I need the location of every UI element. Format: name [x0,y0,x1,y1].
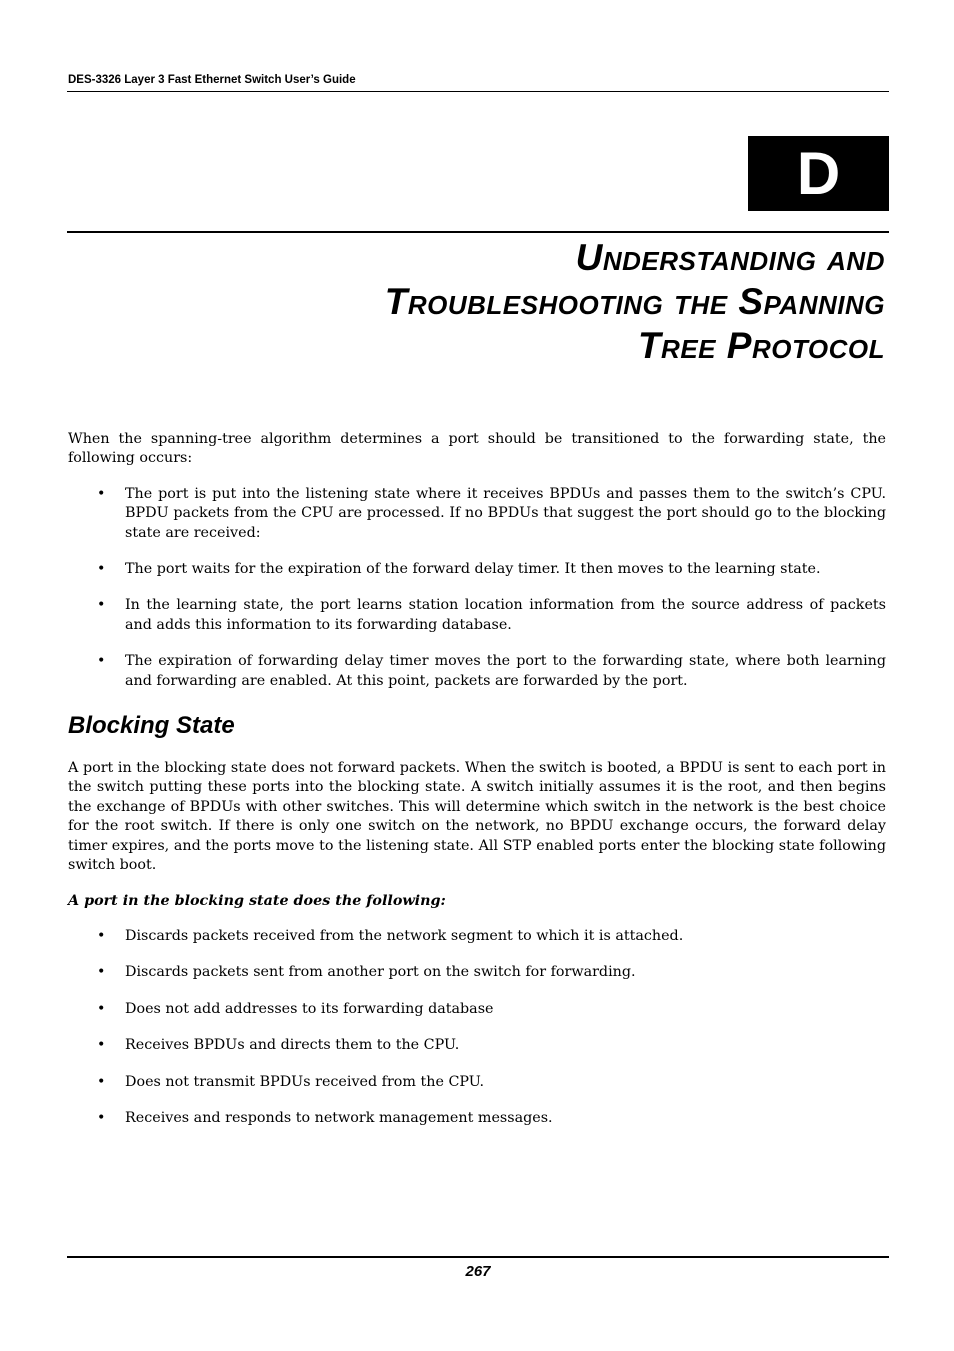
blocking-state-paragraph: A port in the blocking state does not forward packets. When the switch is booted, a BPDU is sent to each port in the switch putting these ports into the blocking state. A switch initially assumes it is the root, and then begins the exchange of BPDUs with other switches. This will determine which switch in the network is the best choice for the root switch. If there is only one switch on the network, no BPDU exchange occurs, the forward delay timer expires, and the ports move to the listening state. All STP enabled ports enter the blocking state following switch boot. [68,760,886,874]
list-item-text: Discards packets sent from another port on the switch for forwarding. [125,964,636,981]
blocking-state-bullet-list [68,927,886,1128]
footer-rule [67,1256,889,1258]
appendix-title-line: Tree Protocol [637,325,885,366]
bullet-icon: • [97,1000,106,1017]
list-item [68,652,886,691]
list-item [68,963,886,982]
appendix-title-line: Understanding and [575,237,885,278]
section-heading-blocking-state: Blocking State [68,712,235,740]
list-item-text: Discards packets received from the network segment to which it is attached. [125,927,684,944]
list-item [68,1109,886,1128]
list-item-text: Does not add addresses to its forwarding database [125,1000,494,1017]
bullet-icon: • [97,927,106,944]
list-item [68,596,886,635]
header-rule [67,91,889,92]
list-item-text: Receives BPDUs and directs them to the CPU. [125,1037,460,1054]
page-content [68,430,886,1145]
list-item [68,1036,886,1055]
bullet-icon: • [97,485,106,502]
bullet-icon: • [97,1073,106,1090]
appendix-title-line: Troubleshooting the Spanning [384,281,885,322]
list-item [68,927,886,946]
list-item [68,560,886,579]
list-item-text: The expiration of forwarding delay timer moves the port to the forwarding state, where both learning and forwarding are enabled. At this point, packets are forwarded by the port. [125,653,886,689]
appendix-title [125,236,885,368]
bullet-icon: • [97,964,106,981]
blocking-state-lead-in: A port in the blocking state does the following: [68,892,446,909]
list-item [68,1073,886,1092]
list-item-text: The port waits for the expiration of the forward delay timer. It then moves to the learning state. [125,561,821,578]
bullet-icon: • [97,1037,106,1054]
list-item [68,485,886,543]
list-item [68,1000,886,1019]
bullet-icon: • [97,561,106,578]
list-item-text: Receives and responds to network management messages. [125,1109,553,1126]
list-item-text: In the learning state, the port learns station location information from the source address of packets and adds this information to its forwarding database. [125,597,886,633]
bullet-icon: • [97,653,106,670]
list-item-text: Does not transmit BPDUs received from the CPU. [125,1073,485,1090]
list-item-text: The port is put into the listening state where it receives BPDUs and passes them to the switch’s CPU. BPDU packets from the CPU are processed. If no BPDUs that suggest the port should go to the blocking state are received: [125,485,886,541]
intro-bullet-list [68,485,886,691]
bullet-icon: • [97,597,106,614]
running-header: DES-3326 Layer 3 Fast Ethernet Switch User’s Guide [68,74,356,86]
appendix-letter-box: D [748,136,889,211]
page-number: 267 [465,1263,491,1280]
title-rule [67,231,889,233]
bullet-icon: • [97,1109,106,1126]
intro-paragraph: When the spanning-tree algorithm determines a port should be transitioned to the forwarding state, the following occurs: [68,431,886,467]
